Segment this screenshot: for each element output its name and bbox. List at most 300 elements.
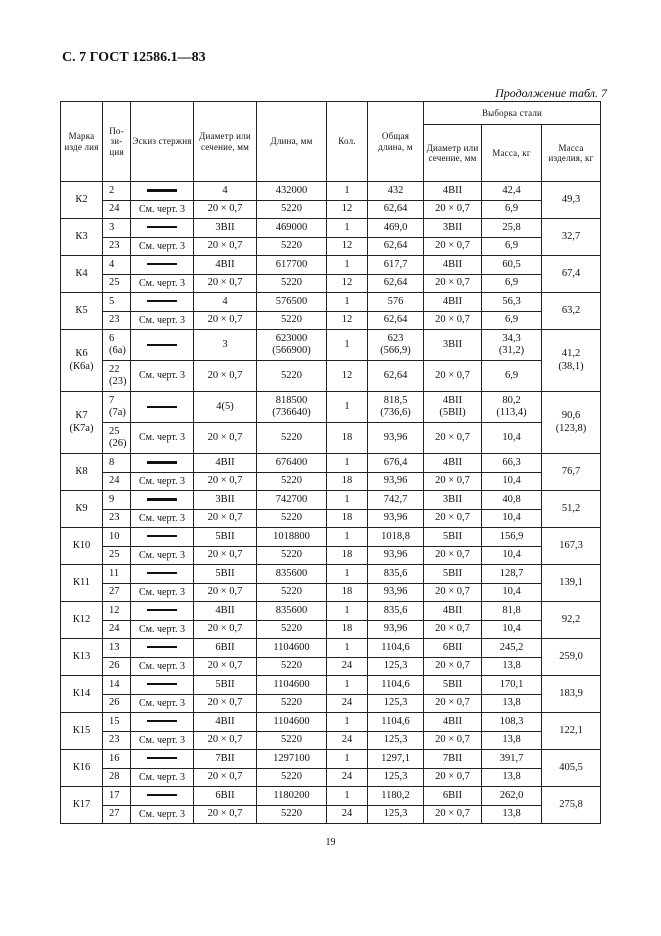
table-row xyxy=(61,200,601,219)
product-mark xyxy=(61,676,103,713)
steel-diameter xyxy=(424,392,482,423)
steel-mass-value: 40,8 xyxy=(502,493,521,505)
position xyxy=(103,182,131,201)
total-length xyxy=(368,657,424,676)
length xyxy=(257,805,327,824)
position-value: 25 xyxy=(109,277,120,289)
position xyxy=(103,805,131,824)
total-length-value: 125,3 xyxy=(383,660,408,672)
length-value: 5220 xyxy=(281,314,302,326)
total-length xyxy=(368,750,424,769)
total-length-value: 93,96 xyxy=(383,475,408,487)
table-row xyxy=(61,454,601,473)
sketch-ref-value: См. черт. 3 xyxy=(139,549,185,561)
sketch-ref-value: См. черт. 3 xyxy=(139,512,185,524)
rod-sketch-icon xyxy=(147,344,177,346)
product-mass-value: 167,3 xyxy=(559,539,583,551)
length xyxy=(257,392,327,423)
quantity-value: 24 xyxy=(341,734,353,746)
rod-sketch-icon xyxy=(147,794,177,796)
sketch-cell xyxy=(131,639,194,658)
quantity-value: 24 xyxy=(341,660,353,672)
diameter-value: 5ВII xyxy=(215,678,235,690)
position xyxy=(103,694,131,713)
steel-diameter xyxy=(424,237,482,256)
product-mass-value: 63,2 xyxy=(561,304,581,316)
product-mass xyxy=(542,491,601,528)
total-length-value: 1018,8 xyxy=(381,530,410,542)
table-row xyxy=(61,657,601,676)
diameter-value: 20 × 0,7 xyxy=(207,697,243,709)
steel-diameter xyxy=(424,546,482,565)
steel-mass xyxy=(482,713,542,732)
quantity-value: 12 xyxy=(341,314,353,326)
product-mark-value: К14 xyxy=(72,687,91,699)
product-mass-value: 32,7 xyxy=(561,230,581,242)
position-value: 11 xyxy=(109,567,120,579)
product-mark-value: К5 xyxy=(75,304,88,316)
position-value: 24 xyxy=(109,203,120,215)
product-mark-value: К3 xyxy=(75,230,88,242)
sketch-ref xyxy=(131,274,194,293)
length xyxy=(257,750,327,769)
diameter xyxy=(194,454,257,473)
steel-mass xyxy=(482,694,542,713)
diameter xyxy=(194,657,257,676)
length-value: 1104600 xyxy=(273,641,310,653)
length xyxy=(257,256,327,275)
sketch-ref xyxy=(131,546,194,565)
length xyxy=(257,491,327,510)
total-length xyxy=(368,237,424,256)
quantity xyxy=(327,620,368,639)
product-mark-value: К13 xyxy=(72,650,91,662)
total-length-value: 1104,6 xyxy=(381,678,410,690)
total-length-value: 742,7 xyxy=(383,493,408,505)
product-mark-value: К17 xyxy=(72,798,91,810)
rod-sketch-icon xyxy=(147,720,177,722)
steel-mass-value: 13,8 xyxy=(502,697,521,709)
sketch-ref-value: См. черт. 3 xyxy=(139,432,185,444)
total-length-value: 62,64 xyxy=(383,314,408,326)
length xyxy=(257,731,327,750)
product-mark xyxy=(61,491,103,528)
quantity-value: 1 xyxy=(344,715,350,727)
position-value: 16 xyxy=(109,752,120,764)
quantity-value: 24 xyxy=(341,771,353,783)
steel-mass-alt-value: (113,4) xyxy=(496,407,527,418)
rod-sketch-icon xyxy=(147,757,177,759)
quantity-value: 18 xyxy=(341,623,353,635)
product-mass xyxy=(542,182,601,219)
length-value: 617700 xyxy=(275,258,308,270)
steel-mass xyxy=(482,256,542,275)
total-length xyxy=(368,182,424,201)
quantity xyxy=(327,583,368,602)
position-value: 13 xyxy=(109,641,120,653)
steel-mass xyxy=(482,509,542,528)
table-row xyxy=(61,392,601,423)
rod-sketch-icon xyxy=(147,189,177,192)
position-value: 23 xyxy=(109,240,120,252)
position xyxy=(103,602,131,621)
diameter xyxy=(194,602,257,621)
length-value: 5220 xyxy=(281,549,302,561)
quantity-value: 1 xyxy=(344,456,350,468)
sketch-ref-value: См. черт. 3 xyxy=(139,370,185,382)
length xyxy=(257,274,327,293)
total-length-value: 1104,6 xyxy=(381,715,410,727)
diameter xyxy=(194,583,257,602)
diameter xyxy=(194,676,257,695)
steel-diameter xyxy=(424,787,482,806)
sketch-cell xyxy=(131,676,194,695)
diameter xyxy=(194,361,257,392)
table-row xyxy=(61,219,601,238)
steel-table xyxy=(60,101,601,824)
position xyxy=(103,472,131,491)
total-length-value: 617,7 xyxy=(383,258,408,270)
length-value: 742700 xyxy=(275,493,308,505)
position xyxy=(103,565,131,584)
quantity-value: 1 xyxy=(344,530,350,542)
quantity-value: 18 xyxy=(341,475,353,487)
table-row xyxy=(61,546,601,565)
steel-mass-value: 6,9 xyxy=(504,203,519,215)
total-length-value: 62,64 xyxy=(383,277,408,289)
product-mark xyxy=(61,750,103,787)
product-mass-value: 259,0 xyxy=(559,650,583,662)
diameter-value: 7ВII xyxy=(215,752,235,764)
total-length xyxy=(368,256,424,275)
total-length xyxy=(368,565,424,584)
steel-mass xyxy=(482,565,542,584)
length-value: 1297100 xyxy=(273,752,310,764)
diameter xyxy=(194,311,257,330)
col-pos: По- зи- ция xyxy=(103,102,131,182)
sketch-ref xyxy=(131,620,194,639)
sketch-ref xyxy=(131,657,194,676)
steel-diameter-value: 20 × 0,7 xyxy=(435,475,470,487)
table-row xyxy=(61,694,601,713)
col-sketch: Эскиз стержня xyxy=(131,102,194,182)
product-mass-value: 51,2 xyxy=(561,502,581,514)
total-length-value: 93,96 xyxy=(383,549,408,561)
length-value: 1104600 xyxy=(273,678,310,690)
product-mark-value: К10 xyxy=(72,539,91,551)
quantity xyxy=(327,274,368,293)
quantity xyxy=(327,219,368,238)
steel-diameter xyxy=(424,330,482,361)
steel-mass-value: 6,9 xyxy=(504,314,519,326)
quantity xyxy=(327,694,368,713)
steel-diameter xyxy=(424,713,482,732)
total-length-value: 62,64 xyxy=(383,369,408,381)
total-length xyxy=(368,509,424,528)
product-mark-value: К4 xyxy=(75,267,88,279)
quantity-value: 1 xyxy=(344,338,350,350)
steel-diameter xyxy=(424,274,482,293)
length-value: 818500 xyxy=(275,394,308,406)
page-number: 19 xyxy=(325,837,336,848)
steel-diameter-value: 5ВII xyxy=(442,530,463,542)
length xyxy=(257,219,327,238)
product-mass xyxy=(542,676,601,713)
quantity xyxy=(327,330,368,361)
steel-diameter-value: 7ВII xyxy=(442,752,463,764)
total-length xyxy=(368,392,424,423)
steel-diameter-value: 3ВII xyxy=(442,338,463,350)
length-alt-value: (566900) xyxy=(272,345,311,356)
sketch-ref xyxy=(131,472,194,491)
product-mass-value: 41,2 xyxy=(561,348,581,360)
steel-diameter-value: 20 × 0,7 xyxy=(435,369,470,381)
length-value: 5220 xyxy=(281,734,302,746)
col-length: Длина, мм xyxy=(257,102,327,182)
position xyxy=(103,657,131,676)
diameter-value: 20 × 0,7 xyxy=(207,734,243,746)
rod-sketch-icon xyxy=(147,609,177,611)
rod-sketch-icon xyxy=(147,263,177,265)
sketch-ref-value: См. черт. 3 xyxy=(139,660,185,672)
length-value: 5220 xyxy=(281,277,302,289)
position xyxy=(103,546,131,565)
col-product-mass: Масса изделия, кг xyxy=(542,125,601,182)
length-value: 1104600 xyxy=(273,715,310,727)
steel-mass-value: 6,9 xyxy=(504,240,519,252)
product-mass xyxy=(542,713,601,750)
length xyxy=(257,293,327,312)
steel-mass xyxy=(482,491,542,510)
steel-diameter xyxy=(424,509,482,528)
position xyxy=(103,583,131,602)
steel-mass xyxy=(482,392,542,423)
product-mark xyxy=(61,219,103,256)
product-mark-value: К11 xyxy=(72,576,91,588)
total-length-value: 1297,1 xyxy=(381,752,410,764)
diameter xyxy=(194,565,257,584)
col-group-steel: Выборка стали xyxy=(424,102,601,125)
steel-diameter xyxy=(424,694,482,713)
sketch-ref xyxy=(131,509,194,528)
steel-diameter-value: 20 × 0,7 xyxy=(435,734,470,746)
total-length-value: 1180,2 xyxy=(381,789,410,801)
diameter-value: 4ВII xyxy=(215,258,235,270)
sketch-cell xyxy=(131,256,194,275)
length xyxy=(257,546,327,565)
total-length xyxy=(368,274,424,293)
product-mass xyxy=(542,392,601,454)
length-value: 432000 xyxy=(275,184,308,196)
total-length xyxy=(368,768,424,787)
quantity-value: 18 xyxy=(341,586,353,598)
total-length xyxy=(368,694,424,713)
rod-sketch-icon xyxy=(147,683,177,685)
diameter-value: 4 xyxy=(222,184,228,196)
position-value: 23 xyxy=(109,734,120,746)
length xyxy=(257,565,327,584)
diameter xyxy=(194,256,257,275)
position-value: 28 xyxy=(109,771,120,783)
steel-mass-value: 10,4 xyxy=(502,623,521,635)
steel-mass xyxy=(482,787,542,806)
position-alt-value: (26) xyxy=(109,438,127,449)
diameter-value: 20 × 0,7 xyxy=(207,475,243,487)
length xyxy=(257,454,327,473)
product-mark xyxy=(61,182,103,219)
length-value: 5220 xyxy=(281,586,302,598)
steel-mass xyxy=(482,472,542,491)
steel-diameter xyxy=(424,423,482,454)
steel-mass xyxy=(482,657,542,676)
length xyxy=(257,657,327,676)
sketch-cell xyxy=(131,219,194,238)
steel-mass-value: 10,4 xyxy=(502,549,521,561)
page-header: С. 7 ГОСТ 12586.1—83 xyxy=(62,50,206,65)
steel-diameter-value: 3ВII xyxy=(442,221,463,233)
table-row xyxy=(61,731,601,750)
sketch-ref-value: См. черт. 3 xyxy=(139,697,185,709)
col-diameter: Диаметр или сечение, мм xyxy=(194,102,257,182)
length-value: 676400 xyxy=(275,456,308,468)
table-row xyxy=(61,528,601,547)
sketch-ref-value: См. черт. 3 xyxy=(139,623,185,635)
quantity xyxy=(327,392,368,423)
table-continuation-label: Продолжение табл. 7 xyxy=(495,86,607,100)
quantity-value: 1 xyxy=(344,400,350,412)
diameter xyxy=(194,491,257,510)
length-value: 5220 xyxy=(281,240,302,252)
table-row xyxy=(61,676,601,695)
steel-mass-value: 42,4 xyxy=(502,184,521,196)
diameter xyxy=(194,546,257,565)
quantity-value: 1 xyxy=(344,567,350,579)
sketch-ref xyxy=(131,731,194,750)
product-mark xyxy=(61,256,103,293)
sketch-cell xyxy=(131,787,194,806)
position xyxy=(103,768,131,787)
sketch-ref xyxy=(131,200,194,219)
product-mass xyxy=(542,639,601,676)
length xyxy=(257,768,327,787)
position-alt-value: (7а) xyxy=(109,407,126,418)
position xyxy=(103,392,131,423)
position xyxy=(103,620,131,639)
diameter xyxy=(194,713,257,732)
sketch-cell xyxy=(131,750,194,769)
table-row xyxy=(61,256,601,275)
total-length-value: 125,3 xyxy=(383,734,408,746)
diameter-value: 20 × 0,7 xyxy=(207,660,243,672)
product-mark xyxy=(61,528,103,565)
steel-diameter-alt-value: (5ВII) xyxy=(439,407,466,418)
quantity xyxy=(327,293,368,312)
product-mark xyxy=(61,639,103,676)
quantity xyxy=(327,676,368,695)
steel-diameter-value: 20 × 0,7 xyxy=(435,314,470,326)
sketch-cell xyxy=(131,491,194,510)
steel-diameter-value: 20 × 0,7 xyxy=(435,431,470,443)
length-value: 5220 xyxy=(281,808,302,820)
table-row xyxy=(61,787,601,806)
length xyxy=(257,713,327,732)
total-length xyxy=(368,805,424,824)
length-value: 5220 xyxy=(281,475,302,487)
col-total-length: Общая длина, м xyxy=(368,102,424,182)
quantity-value: 12 xyxy=(341,240,353,252)
product-mark-value: К16 xyxy=(72,761,91,773)
position xyxy=(103,256,131,275)
position-value: 24 xyxy=(109,623,120,635)
sketch-cell xyxy=(131,293,194,312)
steel-diameter xyxy=(424,750,482,769)
sketch-ref xyxy=(131,311,194,330)
steel-diameter xyxy=(424,491,482,510)
diameter xyxy=(194,787,257,806)
quantity xyxy=(327,731,368,750)
steel-diameter-value: 6ВII xyxy=(442,641,463,653)
diameter xyxy=(194,237,257,256)
total-length-value: 818,5 xyxy=(383,394,408,406)
total-length xyxy=(368,731,424,750)
table-row xyxy=(61,472,601,491)
steel-diameter xyxy=(424,182,482,201)
sketch-ref-value: См. черт. 3 xyxy=(139,203,185,215)
steel-diameter xyxy=(424,583,482,602)
steel-mass-value: 10,4 xyxy=(502,431,521,443)
steel-diameter-value: 20 × 0,7 xyxy=(435,808,470,820)
quantity xyxy=(327,491,368,510)
table-row xyxy=(61,330,601,361)
position-value: 6 xyxy=(109,332,115,344)
position-value: 14 xyxy=(109,678,120,690)
length xyxy=(257,361,327,392)
sketch-cell xyxy=(131,713,194,732)
total-length xyxy=(368,219,424,238)
length xyxy=(257,330,327,361)
steel-diameter-value: 20 × 0,7 xyxy=(435,549,470,561)
total-length xyxy=(368,546,424,565)
position xyxy=(103,219,131,238)
sketch-ref-value: См. черт. 3 xyxy=(139,808,185,820)
sketch-ref xyxy=(131,694,194,713)
position xyxy=(103,200,131,219)
steel-diameter xyxy=(424,602,482,621)
total-length-value: 835,6 xyxy=(383,567,408,579)
steel-mass-value: 128,7 xyxy=(499,567,524,579)
steel-mass-value: 81,8 xyxy=(502,604,521,616)
total-length-value: 623 xyxy=(387,332,404,344)
position xyxy=(103,787,131,806)
steel-diameter xyxy=(424,256,482,275)
diameter xyxy=(194,620,257,639)
position xyxy=(103,713,131,732)
total-length xyxy=(368,200,424,219)
table-row xyxy=(61,491,601,510)
quantity xyxy=(327,602,368,621)
steel-mass-value: 10,4 xyxy=(502,475,521,487)
position-value: 9 xyxy=(109,493,115,505)
quantity-value: 12 xyxy=(341,203,353,215)
steel-diameter xyxy=(424,293,482,312)
position xyxy=(103,676,131,695)
rod-sketch-icon xyxy=(147,406,177,408)
steel-diameter-value: 4ВII xyxy=(442,394,463,406)
steel-mass-value: 34,3 xyxy=(502,332,521,344)
product-mass xyxy=(542,787,601,824)
table-row xyxy=(61,423,601,454)
steel-diameter xyxy=(424,361,482,392)
